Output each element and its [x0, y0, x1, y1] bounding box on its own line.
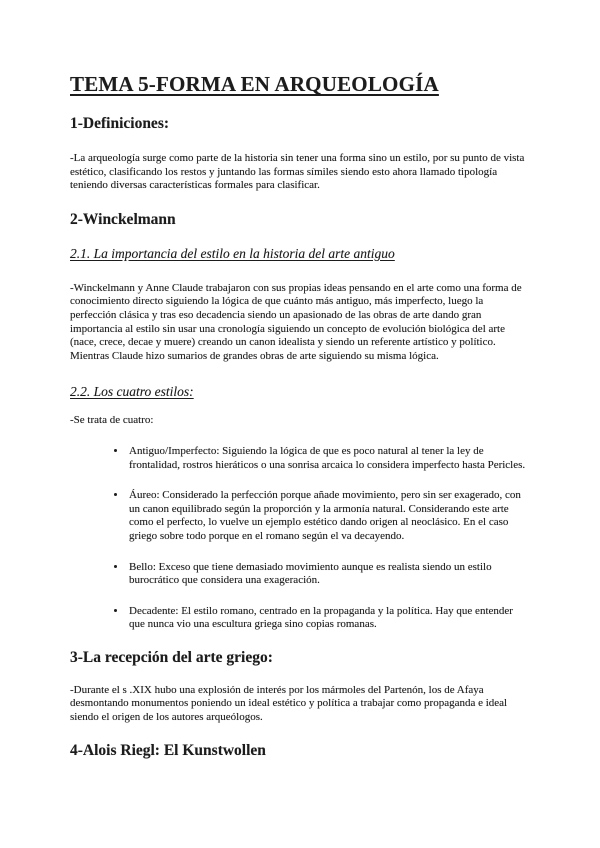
subsection-heading-importancia-estilo: 2.1. La importancia del estilo en la historia del arte antiguo [70, 245, 395, 261]
paragraph-cuatro-estilos-intro: -Se trata de cuatro: [70, 414, 154, 427]
paragraph-winckelmann: -Winckelmann y Anne Claude trabajaron con sus propias ideas pensando en el arte como una forma de conocimiento directo siguiendo la lógica de que cuánto más antiguo, más imperfecto, luego la perfección clásica y tras eso decadencia siendo un apasionado de las obras de arte dando gran importancia al estilo sin usar una cronología siguiendo un concepto de evolución biológica del arte (nace, crece, decae y muere) creando un canon idealista y siendo un referente artístico y político. Mientras Claude hizo sumarios de grandes obras de arte siguiendo su misma lógica. [70, 281, 522, 362]
section-heading-winckelmann: 2-Winckelmann [70, 210, 176, 228]
paragraph-recepcion: -Durante el s .XIX hubo una explosión de interés por los mármoles del Partenón, los de Afaya desmontando monumentos poniendo un ideal estético y política a trabajar como propaganda e ideal siendo el origen de los autores arqueólogos. [70, 683, 508, 724]
bullet-item-antiguo: • Antiguo/Imperfecto: Siguiendo la lógica de que es poco natural al tener la ley de frontalidad, rostros hieráticos o una sonrisa arcaica lo considera imperfecto hasta Pericles. [127, 445, 528, 472]
estilos-bullet-list [70, 445, 528, 632]
section-heading-definiciones: 1-Definiciones: [70, 115, 170, 132]
bullet-item-bello: • Bello: Exceso que tiene demasiado movimiento aunque es realista siendo un estilo burocrático que considera una exageración. [127, 561, 528, 588]
subsection-heading-cuatro-estilos: 2.2. Los cuatro estilos: [70, 384, 194, 400]
section-heading-alois-riegl: 4-Alois Riegl: El Kunstwollen [70, 741, 266, 759]
section-heading-recepcion-arte-griego: 3-La recepción del arte griego: [70, 648, 273, 666]
paragraph-definiciones: -La arqueología surge como parte de la historia sin tener una forma sino un estilo, por su punto de vista estético, clasificando los restos y juntando las formas símiles siendo esto ahora llamado tipología teniendo diversas características formales para clasificar. [70, 152, 525, 192]
document-title: TEMA 5-FORMA EN ARQUEOLOGÍA [70, 72, 439, 96]
bullet-item-aureo: • Áureo: Considerado la perfección porque añade movimiento, pero sin ser exagerado, con un canon equilibrado según la proporción y la armonía natural. Considerando este arte como el perfecto, lo vuelve un ejemplo estético dando origen al neoclásico. En el caso griego sobre todo porque en el romano según el va decayendo. [127, 489, 528, 543]
bullet-item-decadente: • Decadente: El estilo romano, centrado en la propaganda y la política. Hay que entender que nunca vio una escultura griega sino copias romanas. [127, 605, 528, 632]
